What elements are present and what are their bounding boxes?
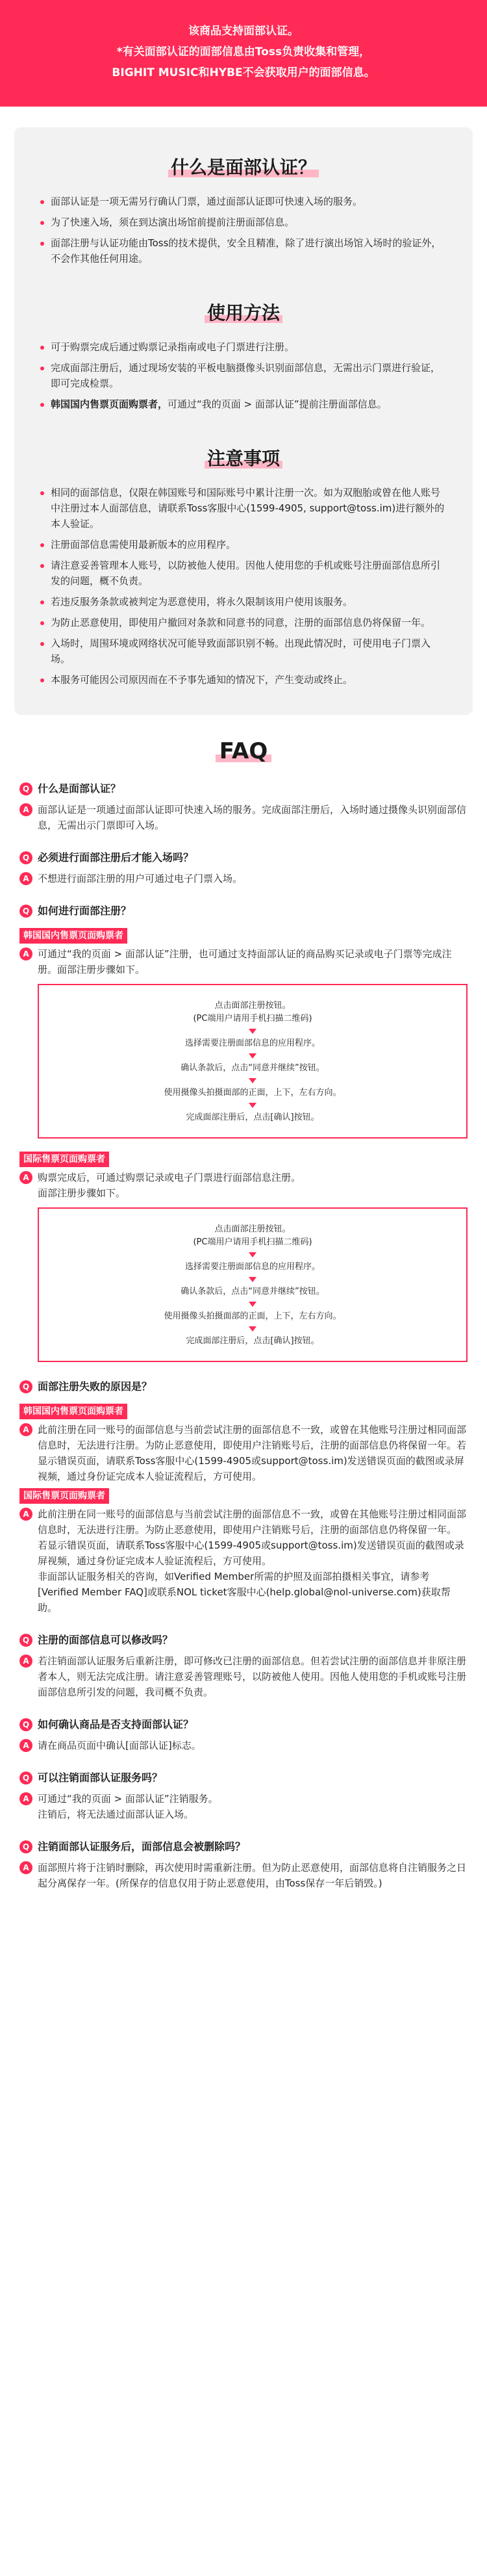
list-item: 面部认证是一项无需另行确认门票，通过面部认证即可快速入场的服务。 <box>39 194 448 209</box>
flow-step: 点击面部注册按钮。 (PC端用户请用手机扫描二维码) <box>193 1001 312 1024</box>
list-item: 面部注册与认证功能由Toss的技术提供，安全且精准，除了进行演出场馆入场时的验证外，不会作其他任何用途。 <box>39 235 448 266</box>
section-title-notes <box>39 444 448 470</box>
faq-item <box>19 1839 468 1891</box>
question-text: 注销面部认证服务后，面部信息会被删除吗？ <box>38 1840 246 1853</box>
answer-text: 可通过“我的页面 > 面部认证”注册，也可通过支持面部认证的商品购买记录或电子门票等完成注册。面部注册步骤如下。 <box>38 948 452 975</box>
answer-row <box>19 1506 468 1616</box>
question-row <box>19 1770 468 1786</box>
list-item <box>39 396 448 412</box>
faq-item <box>19 1379 468 1616</box>
flow-step: 点击面部注册按钮。 (PC端用户请用手机扫描二维码) <box>193 1224 312 1247</box>
answer-text: 可通过“我的页面 > 面部认证”注销服务。 注销后，将无法通过面部认证入场。 <box>38 1793 218 1820</box>
answer-row <box>19 946 468 977</box>
answer-icon: A <box>19 1508 32 1521</box>
registration-flow-global <box>38 1207 468 1362</box>
answer-row <box>19 1860 468 1891</box>
what-list <box>39 194 448 266</box>
answer-row <box>19 1791 468 1822</box>
arrow-down-icon <box>249 1326 256 1332</box>
answer-icon: A <box>19 1792 32 1805</box>
answer-row <box>19 1422 468 1484</box>
question-text: 必须进行面部注册后才能入场吗？ <box>38 851 194 864</box>
answer-icon: A <box>19 1739 32 1752</box>
notice-banner <box>0 0 487 107</box>
list-item: 为防止恶意使用，即使用户撤回对条款和同意书的同意，注册的面部信息仍将保留一年。 <box>39 615 448 630</box>
info-card <box>14 127 473 715</box>
flow-step: 确认条款后，点击“同意并继续”按钮。 <box>181 1287 325 1296</box>
bold-prefix: 韩国国内售票页面购票者， <box>51 398 168 410</box>
section-title-what <box>39 153 448 179</box>
section-title-how-text: 使用方法 <box>205 299 282 325</box>
list-item: 完成面部注册后，通过现场安装的平板电脑摄像头识别面部信息，无需出示门票进行验证，即可完成检票。 <box>39 360 448 391</box>
question-icon: Q <box>19 851 32 864</box>
list-item: 可于购票完成后通过购票记录指南或电子门票进行注册。 <box>39 339 448 355</box>
answer-row <box>19 1653 468 1700</box>
banner-line-3: BIGHIT MUSIC和HYBE不会获取用户的面部信息。 <box>112 66 375 79</box>
banner-line-2: *有关面部认证的面部信息由Toss负责收集和管理， <box>116 45 371 58</box>
faq-section <box>0 715 487 1934</box>
answer-text: 此前注册在同一账号的面部信息与当前尝试注册的面部信息不一致，或曾在其他账号注册过相同面部信息时，无法进行注册。为防止恶意使用，即使用户注销账号后，注册的面部信息仍将保留一年。若显示错误页面，请联系Toss客服中心(1599-4905或support@toss.im)发送错误页面的截图或录屏视频，通过身份证完成本人验证流程后，方可使用。 <box>38 1424 467 1482</box>
arrow-down-icon <box>249 1277 256 1282</box>
content-wrap <box>0 107 487 715</box>
arrow-down-icon <box>249 1252 256 1257</box>
answer-text: 购票完成后，可通过购票记录或电子门票进行面部信息注册。 面部注册步骤如下。 <box>38 1172 301 1199</box>
list-item-rest: 可通过“我的页面 > 面部认证”提前注册面部信息。 <box>168 398 387 410</box>
answer-row <box>19 802 468 833</box>
faq-item <box>19 903 468 1362</box>
question-icon: Q <box>19 1840 32 1853</box>
faq-item <box>19 1632 468 1700</box>
answer-text: 不想进行面部注册的用户可通过电子门票入场。 <box>38 873 243 884</box>
question-row <box>19 1717 468 1732</box>
flow-step: 确认条款后，点击“同意并继续”按钮。 <box>181 1063 325 1073</box>
domestic-buyer-tag: 韩国国内售票页面购票者 <box>19 1404 127 1419</box>
question-text: 面部注册失败的原因是？ <box>38 1380 153 1393</box>
banner-line-1: 该商品支持面部认证。 <box>188 25 299 38</box>
answer-icon: A <box>19 1171 32 1184</box>
domestic-buyer-tag: 韩国国内售票页面购票者 <box>19 928 127 944</box>
question-row <box>19 781 468 797</box>
question-icon: Q <box>19 782 32 795</box>
arrow-down-icon <box>249 1053 256 1059</box>
flow-step: 完成面部注册后，点击[确认]按钮。 <box>186 1113 319 1122</box>
list-item: 本服务可能因公司原因而在不予事先通知的情况下，产生变动或终止。 <box>39 672 448 688</box>
notes-list <box>39 485 448 688</box>
list-item: 若违反服务条款或被判定为恶意使用，将永久限制该用户使用该服务。 <box>39 594 448 610</box>
list-item: 为了快速入场，须在到达演出场馆前提前注册面部信息。 <box>39 214 448 230</box>
arrow-down-icon <box>249 1302 256 1307</box>
faq-item <box>19 781 468 833</box>
faq-item <box>19 1770 468 1822</box>
flow-step: 选择需要注册面部信息的应用程序。 <box>184 1038 320 1048</box>
answer-icon: A <box>19 1655 32 1668</box>
answer-icon: A <box>19 803 32 816</box>
list-item: 入场时，周围环境或网络状况可能导致面部识别不畅。出现此情况时，可使用电子门票入场。 <box>39 636 448 667</box>
answer-row <box>19 871 468 886</box>
question-row <box>19 1839 468 1855</box>
question-row <box>19 1632 468 1648</box>
faq-title-text: FAQ <box>216 738 272 764</box>
answer-icon: A <box>19 1861 32 1874</box>
global-buyer-tag: 国际售票页面购票者 <box>19 1152 109 1167</box>
arrow-down-icon <box>249 1029 256 1034</box>
question-icon: Q <box>19 1718 32 1731</box>
question-row <box>19 903 468 919</box>
list-item: 注册面部信息需使用最新版本的应用程序。 <box>39 537 448 552</box>
question-text: 可以注销面部认证服务吗？ <box>38 1771 163 1784</box>
answer-text: 此前注册在同一账号的面部信息与当前尝试注册的面部信息不一致，或曾在其他账号注册过相同面部信息时，无法进行注册。为防止恶意使用，即使用户注销账号后，注册的面部信息仍将保留一年。 若显示错误页面，请联系Toss客服中心(1599-4905或support@toss.im)发送错误页面的截图或录屏视频，通过身份证完成本人验证流程后，方可使用。 非面部认证服务相关的咨询，如Verified Member所需的护照及面部拍摄相关事宜，请参考[Verified Member FAQ]或联系NOL ticket客服中心(help.global@nol-universe.com)获取帮助。 <box>38 1508 467 1614</box>
section-title-what-text: 什么是面部认证？ <box>168 153 319 179</box>
registration-flow-domestic <box>38 984 468 1139</box>
answer-icon: A <box>19 872 32 885</box>
global-buyer-tag: 国际售票页面购票者 <box>19 1488 109 1504</box>
answer-row <box>19 1738 468 1753</box>
answer-icon: A <box>19 947 32 960</box>
question-text: 如何进行面部注册？ <box>38 905 132 917</box>
flow-step: 选择需要注册面部信息的应用程序。 <box>184 1262 320 1272</box>
flow-step: 使用摄像头拍摄面部的正面，上下，左右方向。 <box>164 1088 342 1098</box>
arrow-down-icon <box>249 1103 256 1108</box>
how-list <box>39 339 448 412</box>
question-text: 如何确认商品是否支持面部认证？ <box>38 1718 194 1731</box>
question-icon: Q <box>19 1634 32 1647</box>
answer-icon: A <box>19 1423 32 1436</box>
answer-row <box>19 1170 468 1201</box>
list-item: 相同的面部信息，仅限在韩国账号和国际账号中累计注册一次。如为双胞胎或曾在他人账号中注册过本人面部信息，请联系Toss客服中心(1599-4905, support@toss.im)进行额外的本人验证。 <box>39 485 448 532</box>
list-item: 请注意妥善管理本人账号，以防被他人使用。因他人使用您的手机或账号注册面部信息所引发的问题，概不负责。 <box>39 558 448 589</box>
question-text: 什么是面部认证？ <box>38 782 121 795</box>
flow-step: 使用摄像头拍摄面部的正面，上下，左右方向。 <box>164 1311 342 1321</box>
question-row <box>19 850 468 866</box>
answer-text: 请在商品页面中确认[面部认证]标志。 <box>38 1740 201 1751</box>
question-icon: Q <box>19 1380 32 1393</box>
flow-step: 完成面部注册后，点击[确认]按钮。 <box>186 1336 319 1346</box>
section-title-notes-text: 注意事项 <box>205 444 282 470</box>
faq-item <box>19 1717 468 1753</box>
section-title-how <box>39 299 448 325</box>
arrow-down-icon <box>249 1078 256 1083</box>
answer-text: 面部照片将于注销时删除，再次使用时需重新注册。但为防止恶意使用，面部信息将自注销服务之日起分离保存一年。(所保存的信息仅用于防止恶意使用，由Toss保存一年后销毁。) <box>38 1862 467 1889</box>
answer-text: 面部认证是一项通过面部认证即可快速入场的服务。完成面部注册后，入场时通过摄像头识别面部信息，无需出示门票即可入场。 <box>38 804 467 831</box>
faq-item <box>19 850 468 886</box>
question-icon: Q <box>19 905 32 918</box>
question-text: 注册的面部信息可以修改吗？ <box>38 1634 173 1646</box>
question-row <box>19 1379 468 1395</box>
answer-text: 若注销面部认证服务后重新注册，即可修改已注册的面部信息。但若尝试注册的面部信息并非原注册者本人，则无法完成注册。请注意妥善管理账号，以防被他人使用。因他人使用您的手机或账号注册面部信息所引发的问题，我司概不负责。 <box>38 1655 467 1698</box>
question-icon: Q <box>19 1771 32 1784</box>
faq-title <box>19 738 468 764</box>
